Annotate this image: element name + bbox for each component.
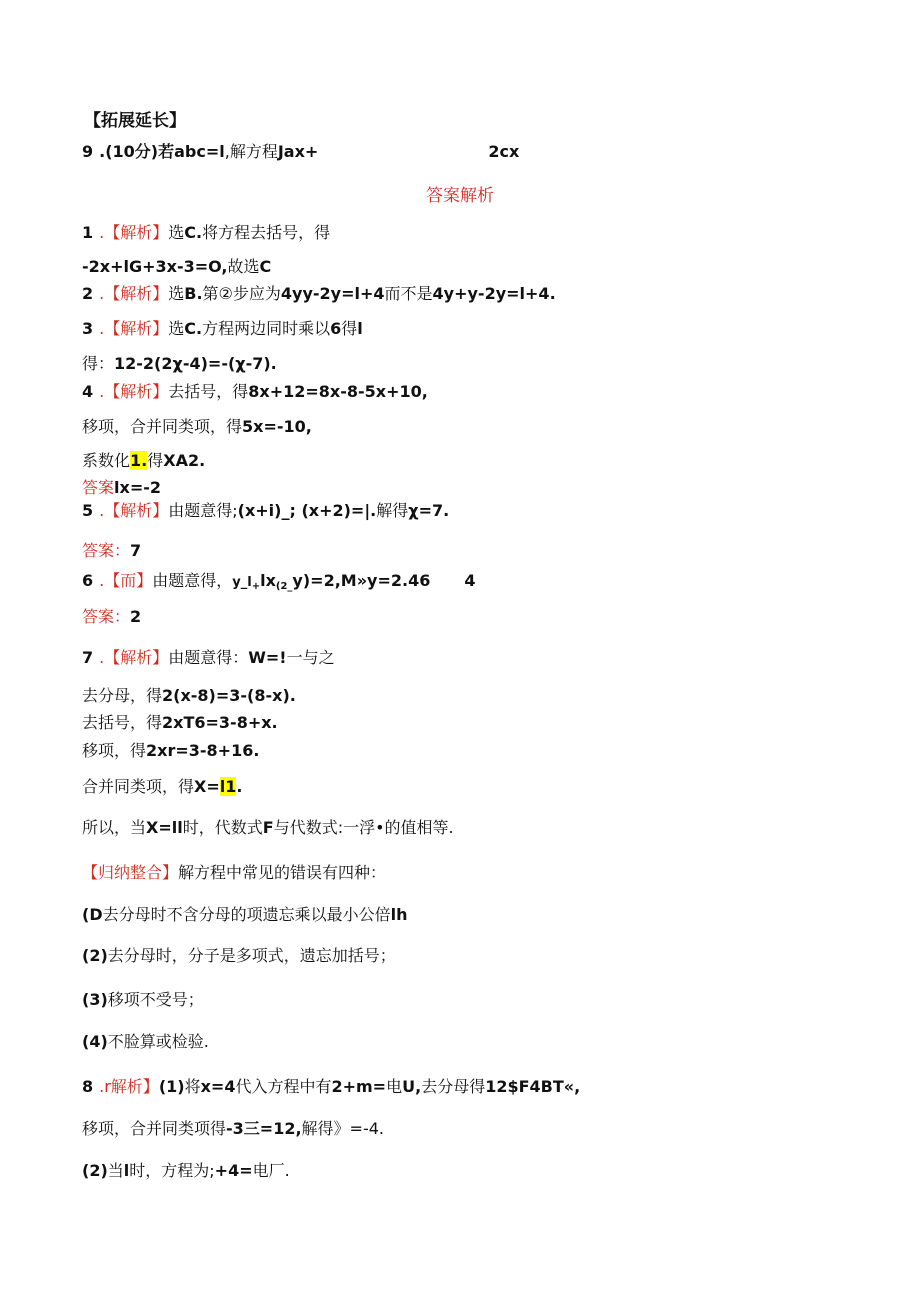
a7-text-1: 由题意得：	[168, 648, 249, 667]
a8b-text-1: 移项，合并同类项得	[82, 1119, 227, 1138]
a1b-text-1: -2x+lG+3x-3=O,	[82, 257, 228, 276]
a4-text-2: 8x+12=8x-8-5x+10,	[248, 382, 428, 401]
answer-5	[82, 500, 449, 522]
a5-text-2: (x+i)_; (x+2)=|.	[237, 501, 377, 520]
answer-4	[82, 381, 428, 403]
analysis-tag: .【解析】	[99, 501, 169, 520]
answer-number: 6	[82, 571, 94, 590]
s3-text-1: (3)	[82, 990, 108, 1009]
a1-text-1: 选	[168, 223, 185, 242]
a7e-text-4: .	[236, 777, 243, 796]
a8b-text-2: -3三=12,	[226, 1119, 302, 1138]
answer-number: 4	[82, 382, 94, 401]
a3b-text-1: 得：	[82, 354, 115, 373]
a3-text-2: C.	[184, 319, 203, 338]
a2-text-2: B.	[184, 284, 203, 303]
answer-tag: 答案：	[82, 541, 131, 560]
answer-2	[82, 283, 556, 305]
summary-item-2	[82, 945, 396, 967]
s4-text-1: (4)	[82, 1032, 108, 1051]
a3-text-3: 方程两边同时乘以	[202, 319, 331, 338]
a2-text-3: 第②步应为	[202, 284, 281, 303]
answer-4-answer	[82, 477, 161, 499]
summary-item-1	[82, 904, 407, 926]
a5ans-text-1: 7	[130, 541, 142, 560]
s1-text-3: lh	[390, 905, 408, 924]
a6-text-1: 由题意得，	[152, 571, 233, 590]
a3-text-5: 得	[341, 319, 358, 338]
a7f-text-2: X=ll	[146, 818, 183, 837]
a8-text-2: 将	[184, 1077, 201, 1096]
summary-item-3	[82, 989, 204, 1011]
a6ans-text-1: 2	[130, 607, 142, 626]
a8-text-5: 2+m=	[331, 1077, 387, 1096]
a4b-text-1: 移项，合并同类项，得	[82, 417, 243, 436]
analysis-tag: .【解析】	[99, 284, 169, 303]
analysis-tag: .【解析】	[99, 223, 169, 242]
answer-1	[82, 222, 330, 244]
q9-text-1: .(10分)若	[99, 142, 175, 161]
a7d-text-1: 移项，得	[82, 741, 147, 760]
answer-number: 7	[82, 648, 94, 667]
a7b-text-1: 去分母，得	[82, 686, 163, 705]
answer-6	[82, 570, 476, 598]
a8-text-6: 电	[386, 1077, 403, 1096]
answers-title: 答案解析	[426, 186, 494, 206]
a3-text-6: l	[357, 319, 363, 338]
answer-4-line-2	[82, 416, 312, 438]
a6-text-6: y)=2,M»y=2.46	[292, 571, 431, 590]
s1-text-1: (D	[82, 905, 103, 924]
a6-text-5: (2_	[275, 581, 293, 592]
a7f-text-1: 所以，当	[82, 818, 147, 837]
answer-8	[82, 1076, 580, 1098]
a1-text-3: 将方程去括号，得	[202, 223, 331, 242]
answer-number: 1	[82, 223, 94, 242]
a8-text-7: U,	[402, 1077, 422, 1096]
answer-7-line-3	[82, 712, 278, 734]
analysis-tag: .【解析】	[99, 648, 169, 667]
highlighted-text: 1.	[130, 451, 148, 470]
answer-3-line-2	[82, 353, 277, 375]
highlighted-text: l1	[219, 777, 237, 796]
a7d-text-2: 2xr=3-8+16.	[146, 741, 260, 760]
a4c-text-3: 得	[147, 451, 164, 470]
a8b-text-3: 解得》=-4.	[301, 1119, 384, 1138]
a7c-text-2: 2xT6=3-8+x.	[162, 713, 278, 732]
a6-text-7: 4	[464, 571, 476, 590]
answer-7-line-5	[82, 776, 242, 798]
a8c-text-3: l	[123, 1161, 130, 1180]
a7f-text-4: F	[262, 818, 274, 837]
answer-number: 3	[82, 319, 94, 338]
answer-8-line-3	[82, 1160, 290, 1182]
answer-3	[82, 318, 363, 340]
s2-text-1: (2)	[82, 946, 108, 965]
a4b-text-2: 5x=-10,	[242, 417, 312, 436]
a6-text-3: +	[251, 581, 261, 592]
a8c-text-1: (2)	[82, 1161, 108, 1180]
s1-text-2: 去分母时不含分母的项遗忘乘以最小公倍	[102, 905, 391, 924]
answer-tag: 答案：	[82, 607, 131, 626]
answer-number: 8	[82, 1077, 94, 1096]
analysis-tag: .【而】	[99, 571, 153, 590]
a7f-text-5: 与代数式:一浮•的值相等.	[273, 818, 454, 837]
a5-text-3: 解得	[376, 501, 409, 520]
extension-header: 【拓展延长】	[84, 111, 186, 131]
a8-text-8: 去分母得	[421, 1077, 486, 1096]
a8-text-9: 12$F4BT«,	[485, 1077, 581, 1096]
a7e-text-1: 合并同类项，得	[82, 777, 195, 796]
answer-7	[82, 647, 335, 669]
a8-text-4: 代入方程中有	[235, 1077, 332, 1096]
a1b-text-3: C	[259, 257, 272, 276]
a3-text-1: 选	[168, 319, 185, 338]
summary-text-1: 解方程中常见的错误有四种：	[178, 863, 387, 882]
answer-4-line-3	[82, 450, 205, 472]
a8c-text-6: 电厂.	[252, 1161, 290, 1180]
answer-7-line-6	[82, 817, 454, 839]
answer-6-answer	[82, 606, 141, 628]
s4-text-2: 不脸算或检验.	[107, 1032, 209, 1051]
a5-text-4: χ=7.	[408, 501, 450, 520]
a7c-text-1: 去括号，得	[82, 713, 163, 732]
a4c-text-4: XA2.	[163, 451, 206, 470]
a6-text-2: y_l	[232, 575, 252, 590]
answer-5-answer	[82, 540, 141, 562]
a4c-text-1: 系数化	[82, 451, 131, 470]
answer-1-line-2	[82, 256, 271, 278]
answer-7-line-2	[82, 685, 296, 707]
question-number: 9	[82, 142, 94, 161]
a7-text-3: 一与之	[286, 648, 335, 667]
answer-7-line-4	[82, 740, 259, 762]
a8-text-3: x=4	[200, 1077, 236, 1096]
q9-text-5: 2cx	[488, 142, 520, 161]
answer-number: 2	[82, 284, 94, 303]
a8c-text-5: +4=	[214, 1161, 253, 1180]
a5-text-1: 由题意得;	[168, 501, 238, 520]
a7e-text-2: X=	[194, 777, 220, 796]
s2-text-2: 去分母时，分子是多项式，遗忘加括号；	[107, 946, 396, 965]
summary-heading	[82, 862, 386, 884]
a2-text-5: 而不是	[384, 284, 433, 303]
a4-text-1: 去括号，得	[168, 382, 249, 401]
a6-text-4: lx	[260, 571, 276, 590]
summary-tag: 【归纳整合】	[82, 863, 179, 882]
q9-text-3: ,解方程	[224, 142, 278, 161]
q9-text-2: abc=l	[174, 142, 225, 161]
a1b-text-2: 故选	[227, 257, 260, 276]
a2-text-1: 选	[168, 284, 185, 303]
a8c-text-4: 时，方程为;	[129, 1161, 215, 1180]
question-9	[82, 141, 519, 163]
a1-text-2: C.	[184, 223, 203, 242]
a4d-text-1: lx=-2	[114, 478, 161, 497]
s3-text-2: 移项不受号；	[107, 990, 204, 1009]
answer-8-line-2	[82, 1118, 384, 1140]
analysis-tag: .【解析】	[99, 382, 169, 401]
a7f-text-3: 时，代数式	[182, 818, 263, 837]
answer-number: 5	[82, 501, 94, 520]
a2-text-4: 4yy-2y=l+4	[280, 284, 385, 303]
analysis-tag: .【解析】	[99, 319, 169, 338]
a7b-text-2: 2(x-8)=3-(8-x).	[162, 686, 296, 705]
a8-text-1: (1)	[158, 1077, 185, 1096]
a8c-text-2: 当	[107, 1161, 124, 1180]
answer-tag: 答案	[82, 478, 115, 497]
summary-item-4	[82, 1031, 209, 1053]
a3b-text-2: 12-2(2χ-4)=-(χ-7).	[114, 354, 277, 373]
a2-text-6: 4y+y-2y=l+4.	[432, 284, 556, 303]
a7-text-2: W=!	[248, 648, 287, 667]
a3-text-4: 6	[330, 319, 342, 338]
q9-text-4: Jax+	[277, 142, 319, 161]
analysis-tag: .r解析】	[99, 1077, 159, 1096]
